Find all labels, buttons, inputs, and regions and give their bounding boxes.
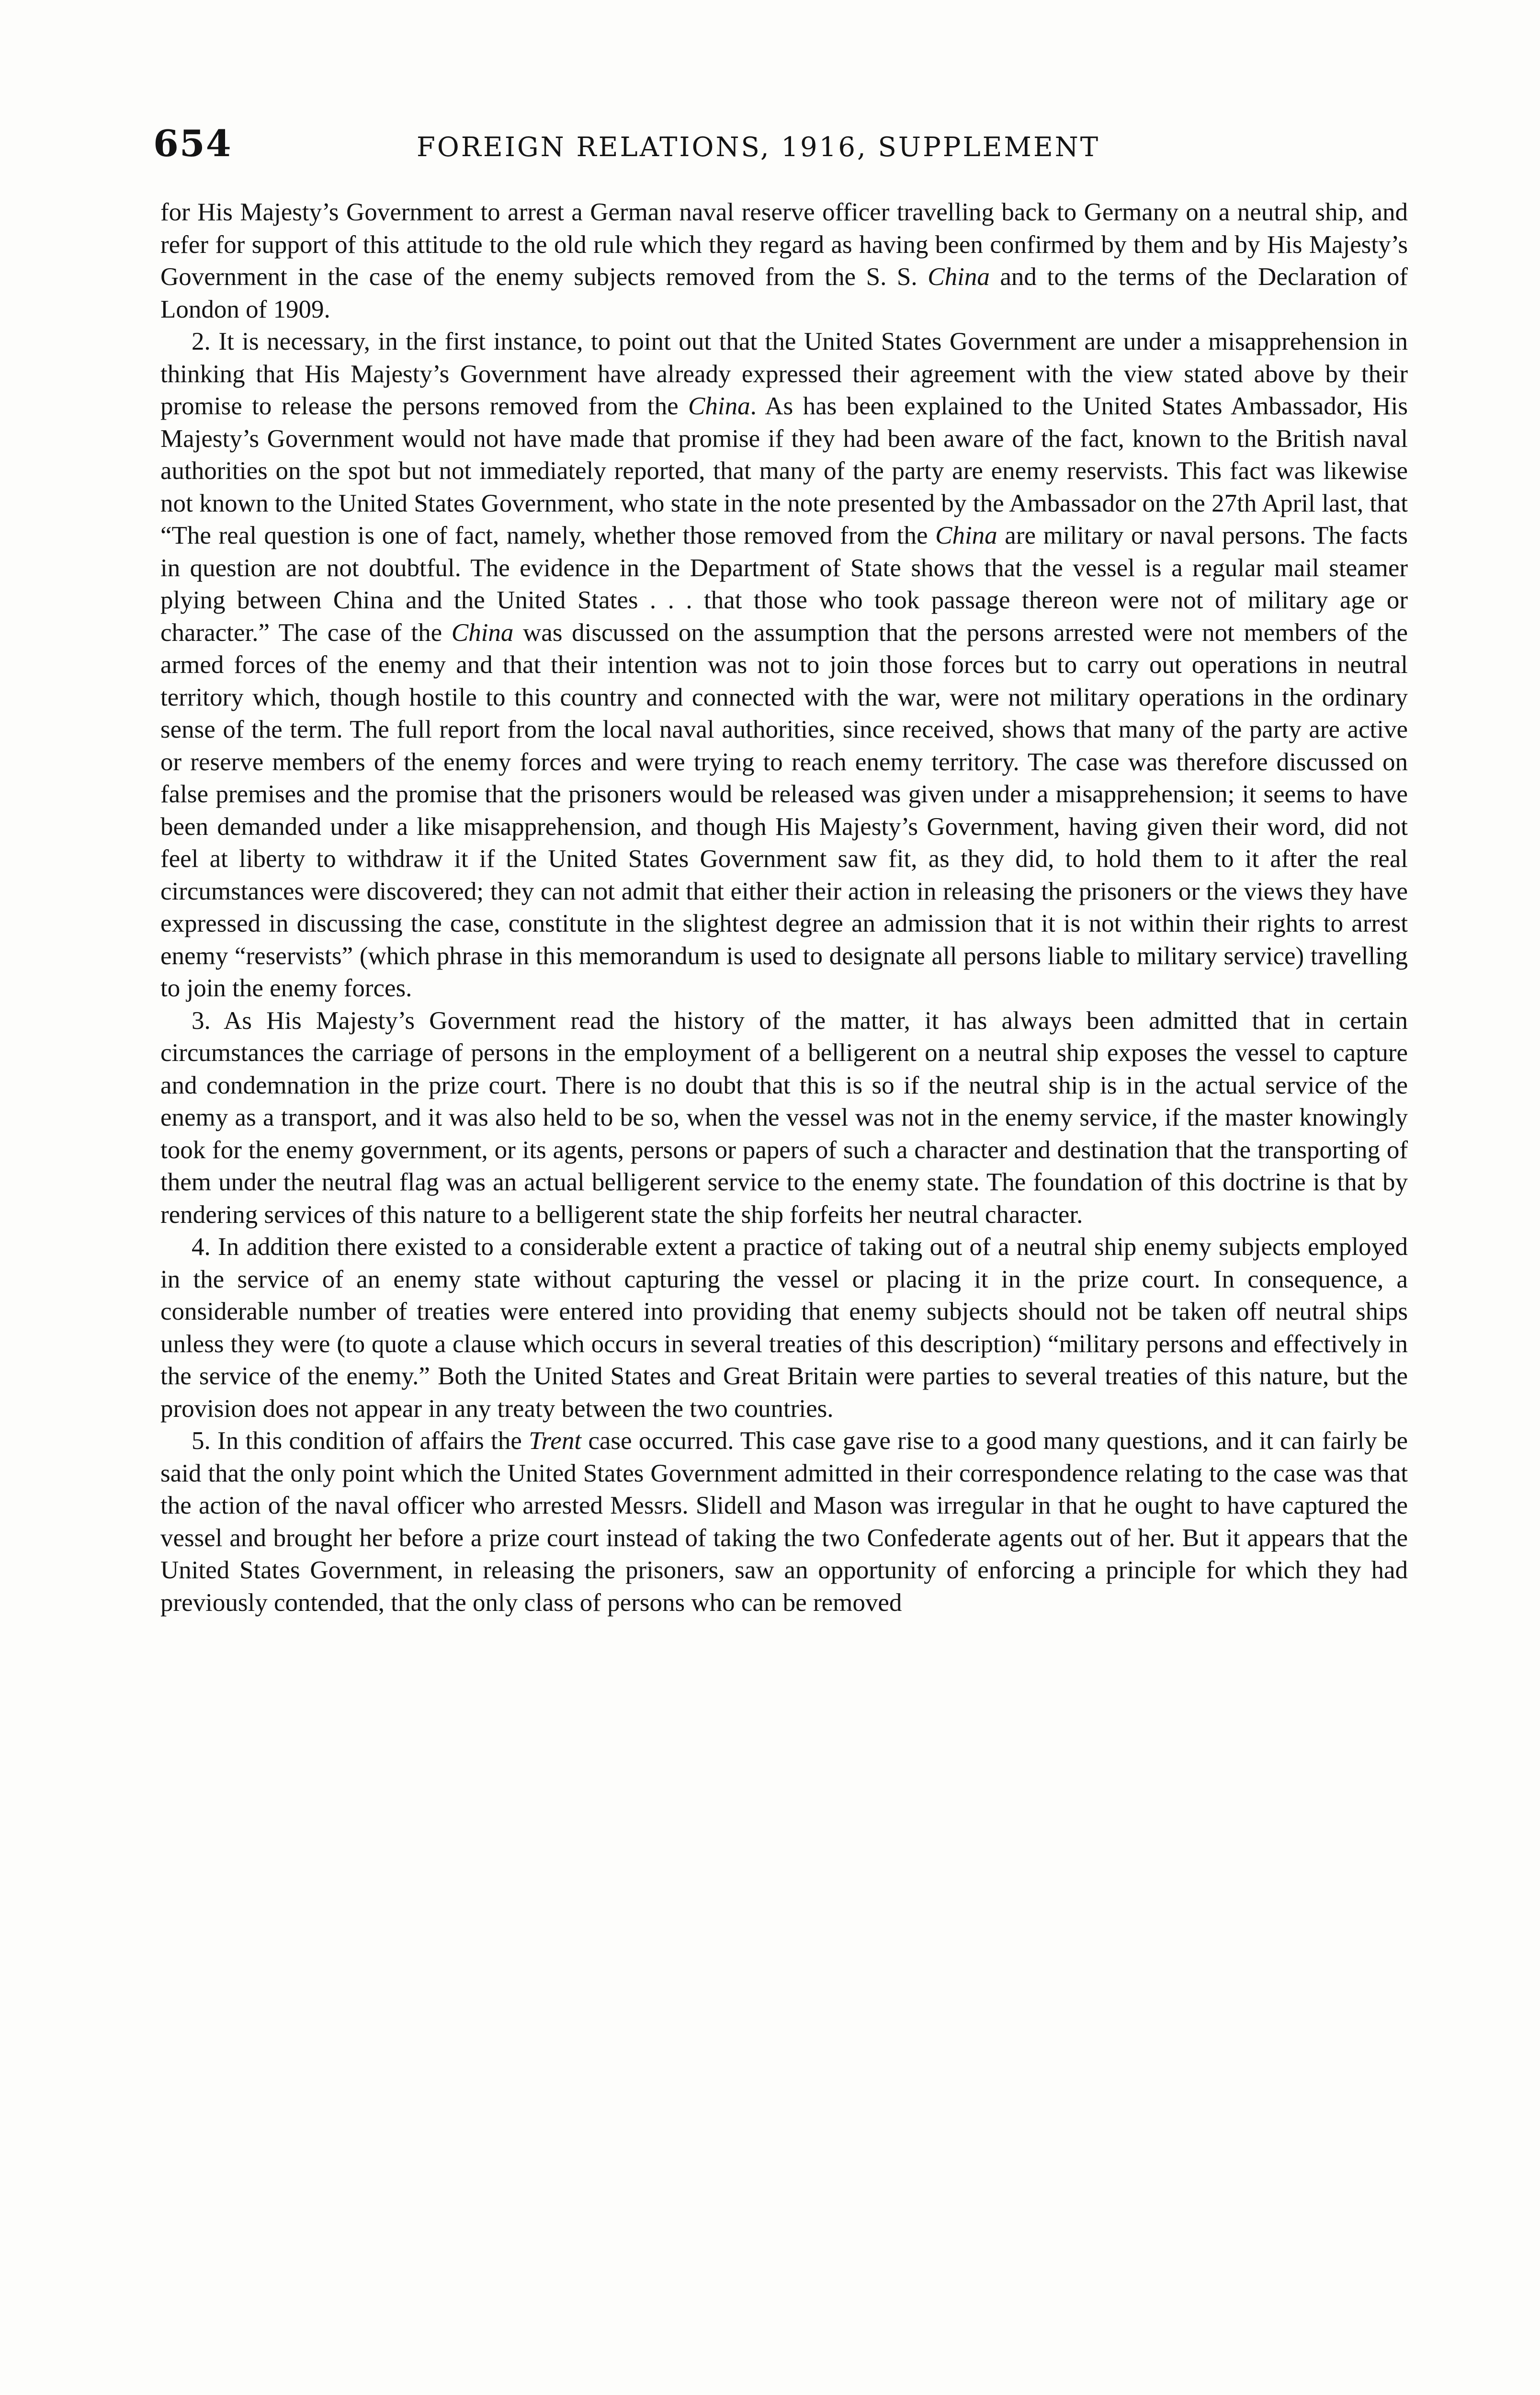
body-text <box>160 196 1408 1619</box>
ship-name-italic: China <box>688 392 750 420</box>
page-header <box>153 120 1417 177</box>
paragraph-4 <box>160 1231 1408 1425</box>
ship-name-italic: China <box>451 618 514 647</box>
paragraph-5 <box>160 1425 1408 1619</box>
paragraph-3 <box>160 1005 1408 1232</box>
text-run: for His Majesty’s Government to arrest a German naval reserve officer travelling back to Germany on a neutral ship, and refer for support of this attitude to the old rule which they regard as having been confirmed by them and by His Majesty’s Government in the case of the enemy subjects removed from the S. S. <box>160 198 1408 291</box>
ship-name-italic: China <box>935 522 997 549</box>
text-run: 4. In addition there existed to a considerable extent a practice of taking out of a neutral ship enemy subjects employed in the service of an enemy state without capturing the vessel or placing it in the prize court. In consequence, a considerable number of treaties were entered into providing that enemy subjects should not be taken off neutral ships unless they were (to quote a clause which occurs in several treaties of this description) “military persons and effectively in the service of the enemy.” Both the United States and Great Britain were parties to several treaties of this nature, but the provision does not appear in any treaty between the two countries. <box>160 1233 1408 1423</box>
text-run: was discussed on the assumption that the persons arrested were not members of the armed forces of the enemy and that their intention was not to join those forces but to carry out operations in neutral territory which, though hostile to this country and connected with the war, were not military operations in the ordinary sense of the term. The full report from the local naval authorities, since received, shows that many of the party are active or reserve members of the enemy forces and were trying to reach enemy territory. The case was therefore discussed on false premises and the promise that the prisoners would be released was given under a misapprehension; it seems to have been demanded under a like misapprehension, and though His Majesty’s Government, having given their word, did not feel at liberty to withdraw it if the United States Government saw fit, as they did, to hold them to it after the real circumstances were discovered; they can not admit that either their action in releasing the prisoners or the views they have expressed in discussing the case, constitute in the slightest degree an admission that it is not within their rights to arrest enemy “reservists” (which phrase in this memorandum is used to designate all persons liable to military service) travelling to join the enemy forces. <box>160 618 1408 1002</box>
page-number: 654 <box>153 122 232 165</box>
ship-name-italic: China <box>928 263 990 291</box>
case-name-italic: Trent <box>529 1427 582 1455</box>
paragraph-continuation <box>160 196 1408 326</box>
text-run: 5. In this condition of affairs the <box>192 1427 529 1455</box>
running-head: FOREIGN RELATIONS, 1916, SUPPLEMENT <box>417 132 1100 163</box>
text-run: 2. It is necessary, in the first instance, to point out that the United States Government are under a misapprehension in thinking that His Majesty’s Government have already expressed their agreement with the view stated above by their promise to release the persons removed from the <box>160 328 1408 420</box>
text-run: are military or naval persons. The facts in question are not doubtful. The evidence in the Department of State shows that the vessel is a regular mail steamer plying between China and the United States . . . that those who took passage thereon were not of military age or character.” The case of the <box>160 522 1408 647</box>
text-run: 3. As His Majesty’s Government read the history of the matter, it has always been admitted that in certain circumstances the carriage of persons in the employment of a belligerent on a neutral ship exposes the vessel to capture and condemnation in the prize court. There is no doubt that this is so if the neutral ship is in the actual service of the enemy as a transport, and it was also held to be so, when the vessel was not in the enemy service, if the master knowingly took for the enemy government, or its agents, persons or papers of such a character and destination that the transporting of them under the neutral flag was an actual belligerent service to the enemy state. The foundation of this doctrine is that by rendering services of this nature to a belligerent state the ship forfeits her neutral character. <box>160 1006 1408 1229</box>
text-run: case occurred. This case gave rise to a good many questions, and it can fairly be said that the only point which the United States Government admitted in their correspondence relating to the case was that the action of the naval officer who arrested Messrs. Slidell and Mason was irregular in that he ought to have captured the vessel and brought her before a prize court instead of taking the two Confederate agents out of her. But it appears that the United States Government, in releasing the prisoners, saw an opportunity of enforcing a principle for which they had previously contended, that the only class of persons who can be removed <box>160 1427 1408 1617</box>
text-run: . As has been explained to the United States Ambassador, His Majesty’s Government would not have made that promise if they had been aware of the fact, known to the British naval authorities on the spot but not immediately reported, that many of the party are enemy reservists. This fact was likewise not known to the United States Government, who state in the note presented by the Ambassador on the 27th April last, that “The real question is one of fact, namely, whether those removed from the <box>160 392 1408 549</box>
text-run: and to the terms of the Declaration of London of 1909. <box>160 263 1408 323</box>
paragraph-2 <box>160 326 1408 1005</box>
